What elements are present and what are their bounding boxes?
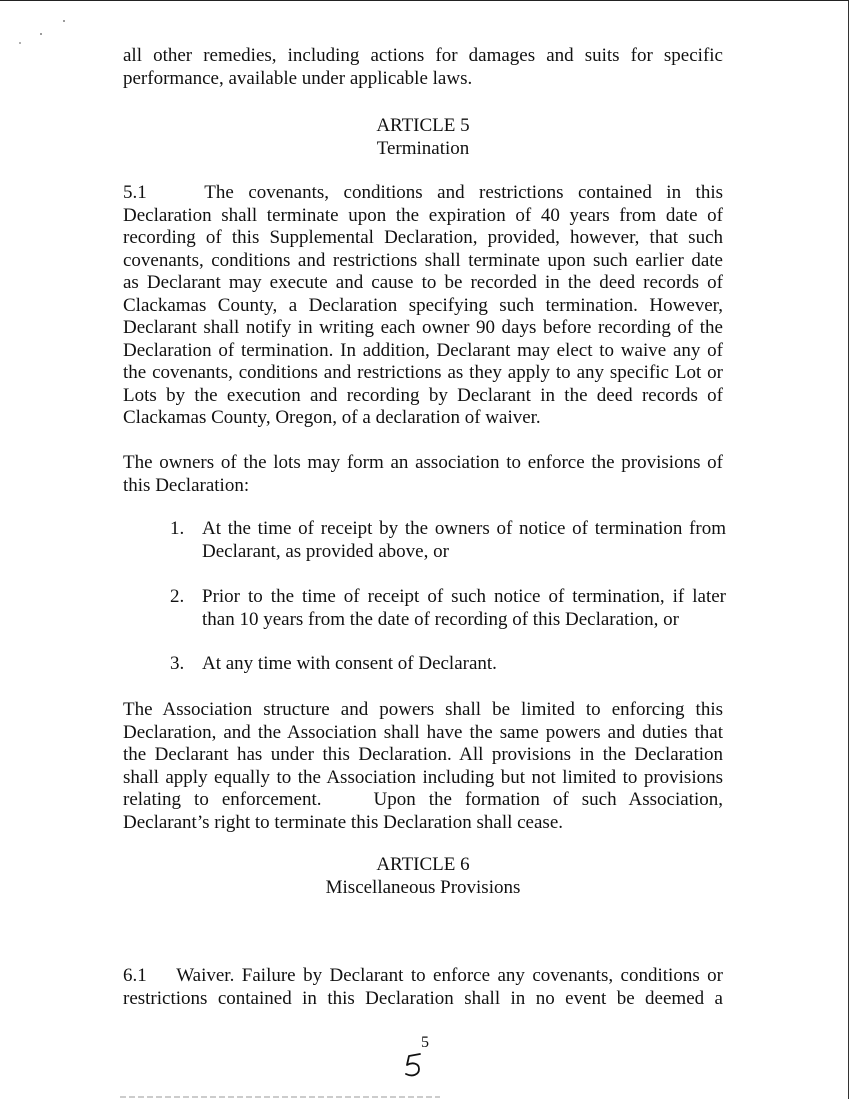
text-line: Declarant’s right to terminate this Declaration shall cease. [123,811,563,833]
article-subtitle: Miscellaneous Provisions [325,876,521,898]
list-item [170,653,726,676]
text-line: The Association structure and powers shall be limited to enforcing this [123,699,723,720]
continuation-paragraph [123,45,723,90]
text-line: 6.1 Waiver. Failure by Declarant to enforce any covenants, conditions or [123,965,723,986]
text-line: recording of this Supplemental Declaration, provided, however, that such [123,227,723,248]
article-5-heading [123,115,723,160]
text-line: the Declarant has under this Declaration. All provisions in the Declaration [123,744,723,765]
scan-edge-line [0,1096,850,1098]
text-line: The owners of the lots may form an association to enforce the provisions of [123,452,723,473]
article-title: ARTICLE 5 [376,115,470,136]
text-line: Declarant, as provided above, or [202,540,449,562]
article-title: ARTICLE 6 [376,854,470,875]
association-paragraph [123,699,723,834]
text-line: At any time with consent of Declarant. [202,653,497,674]
list-item [170,518,726,563]
list-item [170,586,726,631]
text-line: as Declarant may execute and cause to be recorded in the deed records of [123,272,723,293]
text-line: Clackamas County, a Declaration specifying such termination. However, [123,294,723,316]
text-line: Clackamas County, Oregon, of a declaration of waiver. [123,407,541,428]
owners-paragraph [123,452,723,497]
text-line: performance, available under applicable laws. [123,67,473,89]
text-line: shall apply equally to the Association including but not limited to provisions [123,766,723,788]
text-line: covenants, conditions and restrictions shall terminate upon such earlier date [123,249,723,271]
section-6-1 [123,965,723,1010]
text-line: Lots by the execution and recording by Declarant in the deed records of [123,384,723,406]
article-6-heading [123,854,723,899]
text-line: At the time of receipt by the owners of notice of termination from [202,518,726,539]
article-subtitle: Termination [376,137,470,159]
text-line: relating to enforcement. Upon the formation of such Association, [123,789,723,810]
text-line: Declaration shall terminate upon the expiration of 40 years from date of [123,204,723,226]
list-number: 1. [170,518,185,539]
text-line: all other remedies, including actions for damages and suits for specific [123,45,723,66]
text-line: Declaration, and the Association shall have the same powers and duties that [123,721,723,743]
text-line: 5.1 The covenants, conditions and restrictions contained in this [123,182,723,203]
text-line: Declaration of termination. In addition, Declarant may elect to waive any of [123,339,723,361]
list-number: 3. [170,653,185,674]
list-number: 2. [170,586,185,607]
handwritten-page-number [400,1050,430,1080]
text-line: this Declaration: [123,474,250,496]
section-5-1 [123,182,723,430]
text-line: Prior to the time of receipt of such notice of termination, if later [202,586,726,607]
text-line: the covenants, conditions and restrictions as they apply to any specific Lot or [123,362,723,383]
scan-specks [14,16,74,46]
text-line: than 10 years from the date of recording of this Declaration, or [202,608,679,630]
page-number: 5 [421,1034,429,1051]
text-line: restrictions contained in this Declaration shall in no event be deemed a [123,987,723,1009]
text-line: Declarant shall notify in writing each owner 90 days before recording of the [123,317,723,338]
